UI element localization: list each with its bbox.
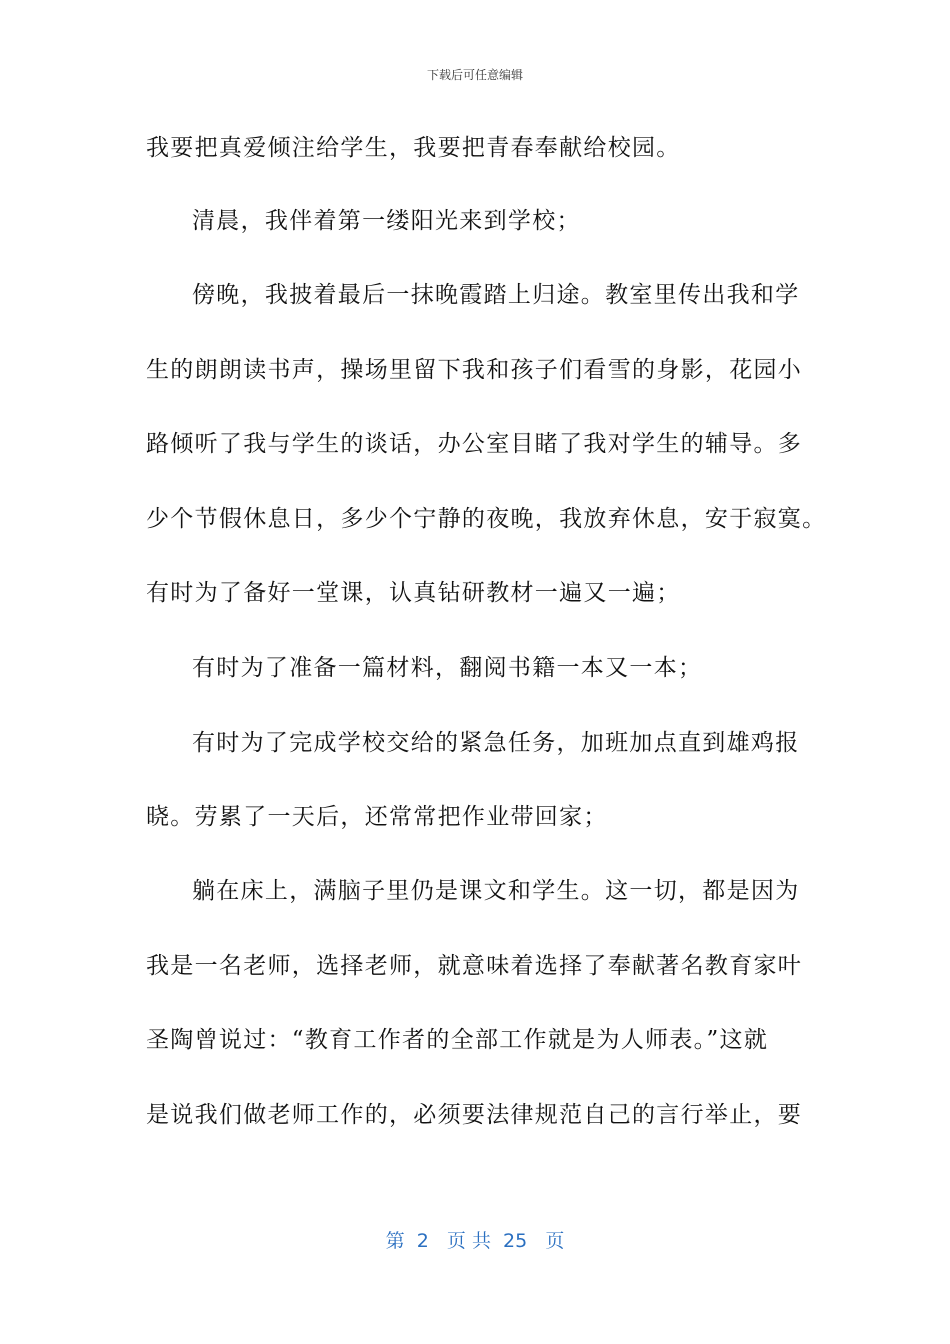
body-line-13: 圣陶曾说过：“教育工作者的全部工作就是为人师表。”这就 [146,1027,769,1053]
body-line-4: 生的朗朗读书声，操场里留下我和孩子们看雪的身影，花园小 [146,357,803,383]
body-line-1: 我要把真爱倾注给学生，我要把青春奉献给校园。 [146,135,681,161]
body-line-6: 少个节假休息日，多少个宁静的夜晚，我放弃休息，安于寂寞。 [146,506,827,532]
body-line-11: 躺在床上，满脑子里仍是课文和学生。这一切，都是因为 [192,878,800,904]
page-header: 下载后可任意编辑 [426,68,523,82]
body-line-8: 有时为了准备一篇材料，翻阅书籍一本又一本； [192,655,703,681]
body-line-14: 是说我们做老师工作的，必须要法律规范自己的言行举止，要 [146,1102,803,1128]
body-line-7: 有时为了备好一堂课，认真钻研教材一遍又一遍； [146,580,681,606]
body-line-5: 路倾听了我与学生的谈话，办公室目睹了我对学生的辅导。多 [146,431,803,457]
page-footer: 第 2 页 共 25 页 [385,1230,565,1252]
body-line-3: 傍晚，我披着最后一抹晚霞踏上归途。教室里传出我和学 [192,282,800,308]
body-line-9: 有时为了完成学校交给的紧急任务，加班加点直到雄鸡报 [192,730,800,756]
body-line-10: 晓。劳累了一天后，还常常把作业带回家； [146,804,608,830]
body-line-12: 我是一名老师，选择老师，就意味着选择了奉献著名教育家叶 [146,953,803,979]
body-line-2: 清晨，我伴着第一缕阳光来到学校； [192,208,581,234]
